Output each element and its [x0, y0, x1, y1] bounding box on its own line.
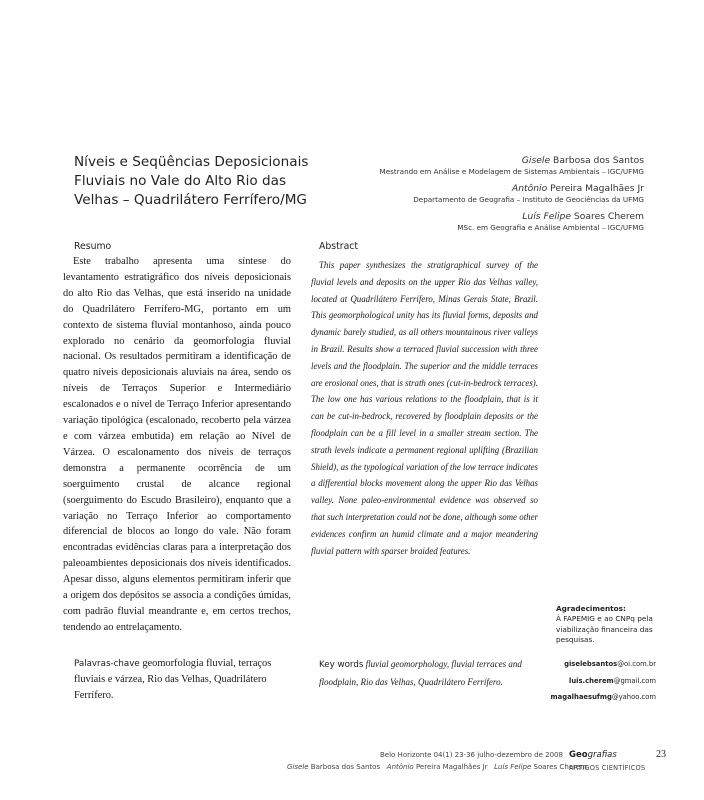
- author-affiliation: MSc. em Geografia e Análise Ambiental – IGC/UFMG: [457, 223, 644, 232]
- acknowledgements-title: Agradecimentos:: [556, 604, 626, 613]
- resumo-heading: Resumo: [74, 241, 112, 252]
- keywords-en-text: fluvial geomorphology, fluvial terraces and floodplain, Rio das Velhas, Quadrilátero Ferrífero.: [319, 659, 522, 687]
- email-domain: @oi.com.br: [617, 660, 656, 668]
- author-first-name: Gisele: [521, 155, 551, 166]
- footer-author-first: Gisele: [287, 763, 309, 771]
- footer-citation: Belo Horizonte 04(1) 23-36 julho-dezembro de 2008: [380, 751, 563, 759]
- email-link[interactable]: [551, 689, 656, 706]
- footer-author-first: Antônio: [386, 763, 414, 771]
- abstract-text: This paper synthesizes the stratigraphical survey of the fluvial levels and deposits on the upper Rio das Velhas valley, located at Quadrilátero Ferrífero, Minas Gerais State, Brazil. This geomorphological unity has its fluvial forms, deposits and dynamic barely studied, as all others mountainous river valleys in Brazil. Results show a terraced fluvial succession with three levels and the floodplain. The superior and the middle terraces are erosional ones, that is strath ones (cut-in-bedrock terraces). The low one has various relations to the floodplain, that is it can be cut-in-bedrock, recovered by floodplain deposits or the floodplain can be a fill level in a smaller stream section. The strath levels indicate a permanent regional uplifting (Brazilian Shield), as the typological variation of the low terrace indicates a differential blocks movement along the upper Rio das Velhas valley. None paleo-environmental evidence was observed so that such interpretation could not be done, although some other evidences confirm an humid climate and a major meandering fluvial pattern with sparser braided features.: [311, 260, 538, 556]
- author-last-name: Barbosa dos Santos: [550, 155, 644, 166]
- email-user: luis.cherem: [568, 676, 614, 685]
- abstract-heading: Abstract: [319, 241, 359, 252]
- footer-authors: [287, 763, 587, 771]
- keywords-en-label: Key words: [319, 660, 364, 670]
- email-domain: @gmail.com: [613, 676, 656, 685]
- author-first-name: Antônio: [511, 183, 548, 194]
- keywords-pt-label: Palavras-chave: [74, 659, 140, 669]
- author-entry: [344, 183, 644, 205]
- email-user: giselebsantos: [564, 660, 618, 668]
- author-entry: [344, 155, 644, 177]
- email-link[interactable]: [551, 656, 656, 673]
- author-name: [344, 183, 644, 195]
- keywords-pt: [74, 656, 296, 704]
- author-name: [344, 155, 644, 167]
- page-number: 23: [656, 749, 666, 760]
- journal-name-bold: Geo: [569, 750, 588, 760]
- author-entry: [344, 211, 644, 233]
- footer-author-last: Soares Cherem: [531, 763, 587, 771]
- acknowledgements: [556, 604, 656, 646]
- resumo-text: Este trabalho apresenta uma síntese do levantamento estratigráfico dos níveis deposicionais do alto Rio das Velhas, que está inserido na unidade do Quadrilátero Ferrífero-MG, portanto em um contexto de sistema fluvial montanhoso, ainda pouco explorado no cenário da geomorfologia fluvial nacional. Os resultados permitiram a identificação de quatro níveis deposicionais aluviais na área, sendo os níveis de Terraços Superior e Intermediário escalonados e o nível de Terraço Inferior apresentando variação tipológica (escalonado, recoberto pela várzea e com várzea embutida) em relação ao Nível de Várzea. O escalonamento dos níveis de terraços demonstra a permanente ocorrência de um soerguimento crustal de alcance regional (soerguimento do Escudo Brasileiro), enquanto que a variação no Terraço Inferior ao comportamento diferencial de blocos ao longo do vale. Não foram encontradas evidências claras para a interpretação dos paleoambientes deposicionais dos níveis identificados. Apesar disso, alguns elementos permitiram inferir que a origem dos depósitos se associa a condições úmidas, com padrão fluvial meandrante e, em certos trechos, tendendo ao entrelaçamento.: [63, 256, 291, 633]
- journal-name-italic: grafias: [587, 750, 617, 760]
- keywords-en: [319, 656, 541, 690]
- author-last-name: Soares Cherem: [570, 211, 644, 222]
- footer-author-last: Barbosa dos Santos: [308, 763, 381, 771]
- article-title: Níveis e Seqüências Deposicionais Fluviais no Vale do Alto Rio das Velhas – Quadrilátero Ferrífero/MG: [74, 154, 309, 208]
- author-list: [344, 155, 644, 239]
- acknowledgements-text: À FAPEMIG e ao CNPq pela viabilização financeira das pesquisas.: [556, 614, 653, 645]
- email-list: [551, 656, 656, 706]
- email-user: magalhaesufmg: [550, 693, 612, 701]
- author-first-name: Luís Felipe: [522, 211, 571, 222]
- author-last-name: Pereira Magalhães Jr: [547, 183, 644, 194]
- section-label: ARTIGOS CIENTÍFICOS: [569, 764, 646, 772]
- footer-author-last: Pereira Magalhães Jr: [413, 763, 488, 771]
- author-name: [344, 211, 644, 223]
- author-affiliation: Departamento de Geografia – Instituto de Geociências da UFMG: [413, 195, 644, 204]
- journal-name: [569, 750, 617, 760]
- footer-author-first: Luís Felipe: [494, 763, 532, 771]
- author-affiliation: Mestrando em Análise e Modelagem de Sistemas Ambientais – IGC/UFMG: [379, 167, 644, 176]
- email-link[interactable]: [551, 673, 656, 690]
- keywords-pt-text: geomorfologia fluvial, terraços fluviais e várzea, Rio das Velhas, Quadrilátero Ferrífero.: [74, 658, 272, 701]
- email-domain: @yahoo.com: [611, 693, 656, 701]
